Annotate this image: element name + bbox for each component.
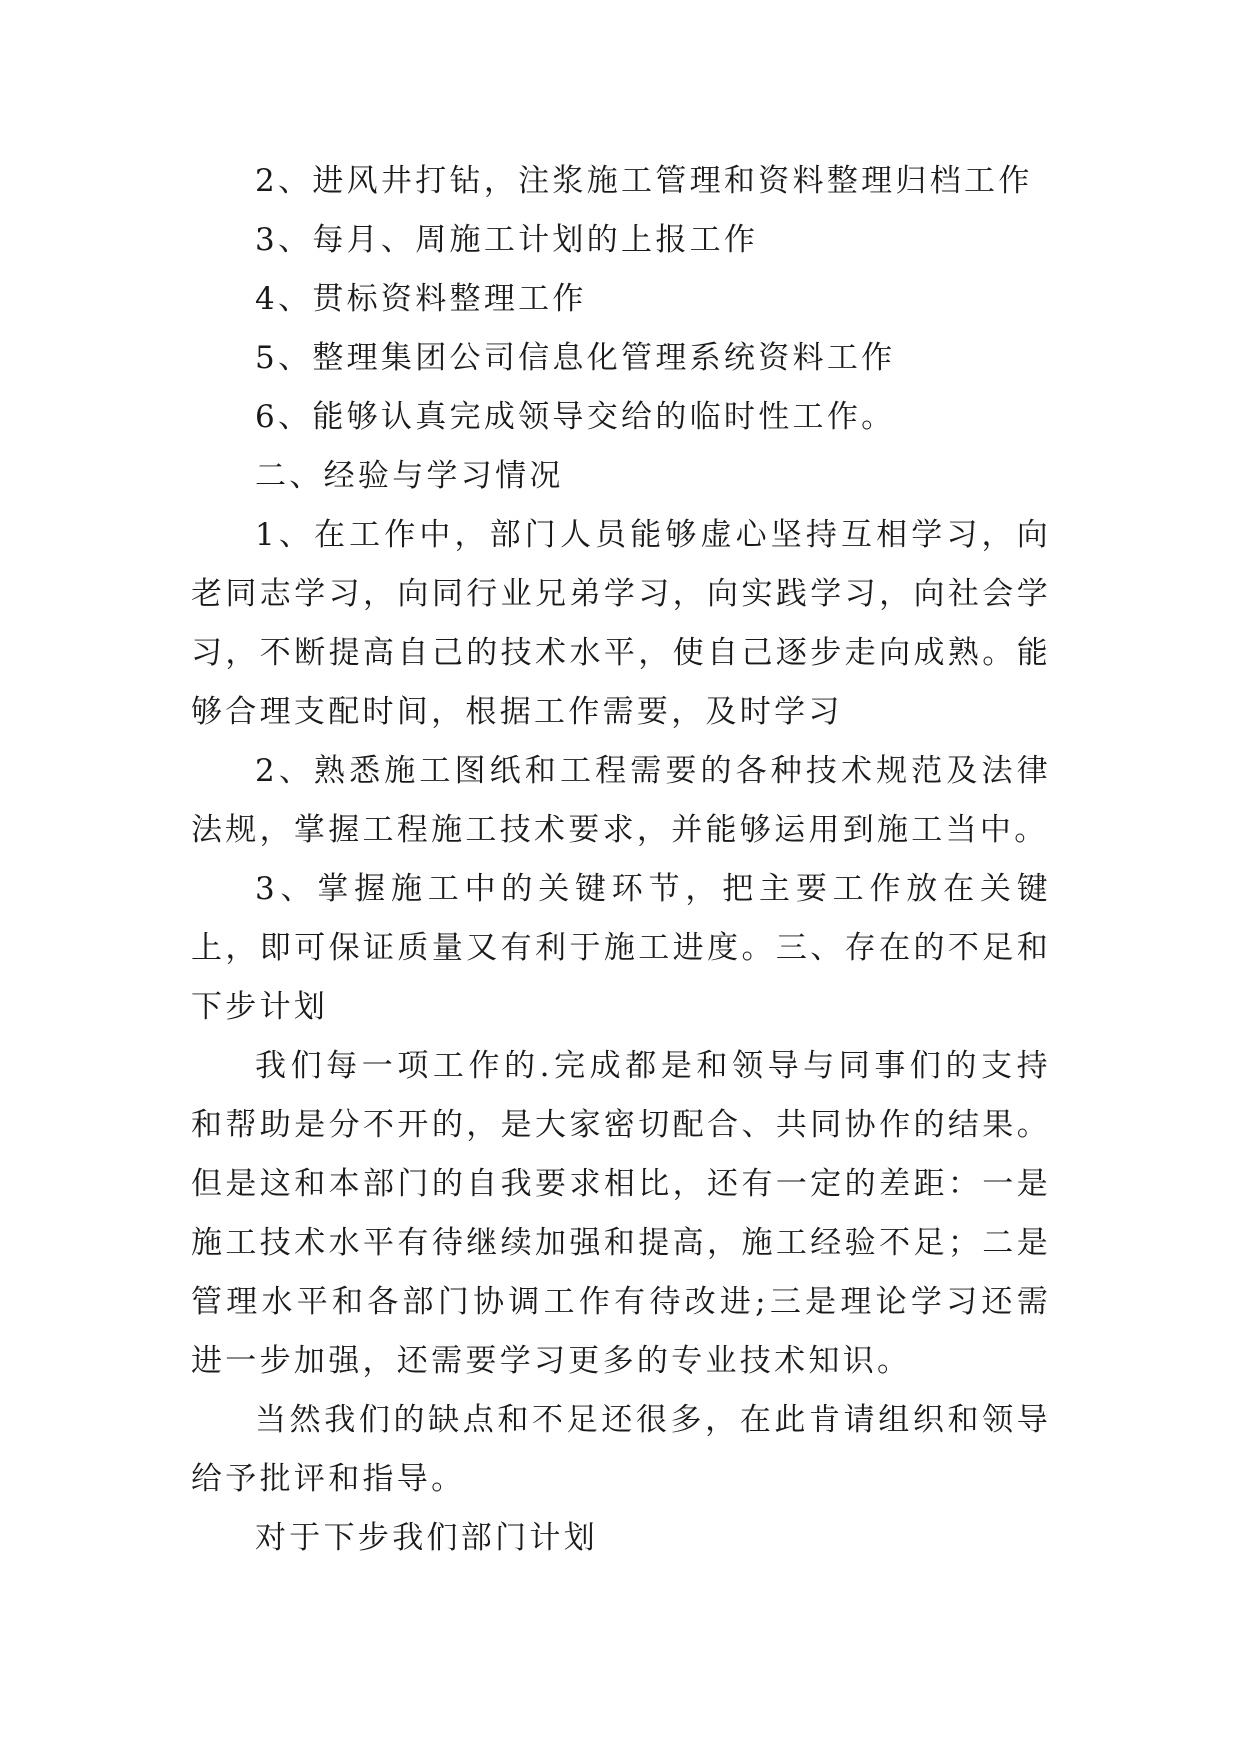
paragraph-item-6-temporary-work: 6、能够认真完成领导交给的临时性工作。: [255, 399, 896, 435]
paragraph-item-5-info-system: 5、整理集团公司信息化管理系统资料工作: [255, 340, 896, 376]
paragraph-item-2-drilling: 2、进风井打钻，注浆施工管理和资料整理归档工作: [255, 163, 1033, 199]
paragraph-item-4-standards: 4、贯标资料整理工作: [255, 281, 587, 317]
paragraph-learning-1: 1、在工作中，部门人员能够虚心坚持互相学习，向老同志学习，向同行业兄弟学习，向实践学习，向社会学习，不断提高自己的技术水平，使自己逐步走向成熟。能够合理支配时间，根据工作需要，及时学习: [191, 517, 1051, 730]
paragraph-learning-2: 2、熟悉施工图纸和工程需要的各种技术规范及法律法规，掌握工程施工技术要求，并能够运用到施工当中。: [191, 753, 1051, 848]
section-heading-experience: 二、经验与学习情况: [255, 458, 564, 494]
paragraph-next-plan: 对于下步我们部门计划: [255, 1520, 598, 1556]
paragraph-item-3-plan-report: 3、每月、周施工计划的上报工作: [255, 222, 759, 258]
paragraph-learning-3: 3、掌握施工中的关键环节，把主要工作放在关键上，即可保证质量又有利于施工进度。三、存在的不足和下步计划: [191, 871, 1051, 1025]
paragraph-criticism-request: 当然我们的缺点和不足还很多，在此肯请组织和领导给予批评和指导。: [191, 1402, 1051, 1497]
document-body: [191, 152, 1051, 1568]
paragraph-shortcomings: 我们每一项工作的.完成都是和领导与同事们的支持和帮助是分不开的，是大家密切配合、共同协作的结果。但是这和本部门的自我要求相比，还有一定的差距：一是施工技术水平有待继续加强和提高，施工经验不足；二是管理水平和各部门协调工作有待改进;三是理论学习还需进一步加强，还需要学习更多的专业技术知识。: [191, 1048, 1051, 1379]
